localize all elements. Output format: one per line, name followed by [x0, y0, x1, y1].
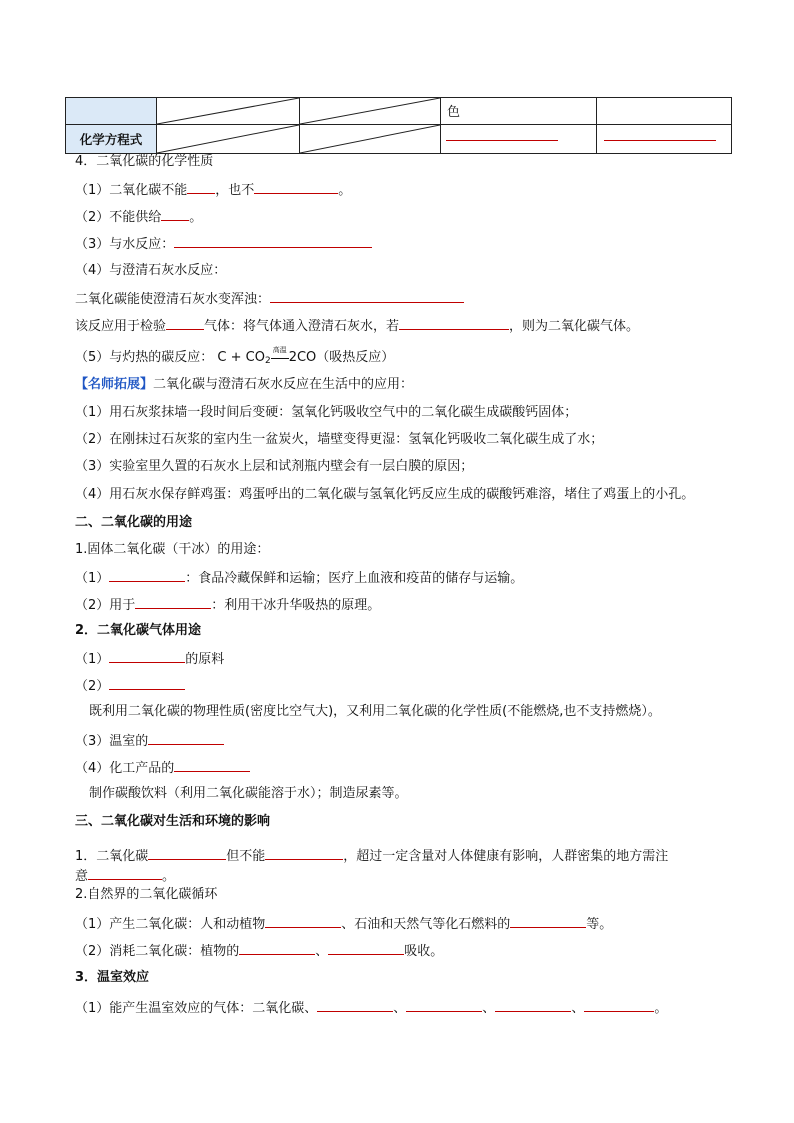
tips-item: （3）实验室里久置的石灰水上层和试剂瓶内壁会有一层白膜的原因； [75, 459, 474, 474]
question-line [75, 568, 523, 588]
table-cell-diagonal [300, 98, 441, 153]
answer-blank[interactable] [166, 316, 204, 330]
question-text: ：利用干冰升华吸热的原理。 [211, 598, 381, 613]
question-text: （3）与水反应： [75, 237, 175, 252]
answer-blank[interactable] [109, 649, 185, 663]
separator: 、 [571, 1001, 585, 1016]
equation-line [75, 346, 395, 370]
question-text: （4）化工产品的 [75, 761, 175, 776]
table-row-label-equation: 化学方程式 [79, 132, 143, 147]
tips-item: （1）用石灰浆抹墙一段时间后变硬：氢氧化钙吸收空气中的二氧化碳生成碳酸钙固体； [75, 405, 578, 420]
tips-title: 二氧化碳与澄清石灰水反应在生活中的应用： [153, 377, 414, 392]
section-title: 二、二氧化碳的用途 [75, 515, 193, 530]
answer-blank[interactable] [174, 758, 250, 772]
question-text: 的原料 [185, 652, 225, 667]
answer-blank[interactable] [88, 866, 162, 880]
answer-blank[interactable] [584, 998, 654, 1012]
table-cell [597, 98, 731, 153]
subscript: 2 [264, 356, 271, 366]
answer-blank[interactable] [254, 180, 338, 194]
answer-blank[interactable] [109, 568, 185, 582]
question-text: （2）不能供给 [75, 210, 162, 225]
answer-blank[interactable] [270, 289, 464, 303]
question-text: （1）产生二氧化碳：人和动植物 [75, 917, 266, 932]
question-text: （1）二氧化碳不能 [75, 183, 188, 198]
question-text: ，也不 [215, 183, 255, 198]
answer-blank[interactable] [604, 140, 716, 141]
answer-blank[interactable] [406, 998, 482, 1012]
answer-blank[interactable] [328, 941, 404, 955]
reaction-arrow [271, 346, 289, 368]
tips-item: （4）用石灰水保存鲜鸡蛋：鸡蛋呼出的二氧化碳与氢氧化钙反应生成的碳酸钙难溶，堵住了鸡蛋上的小孔。 [75, 487, 695, 502]
question-line [75, 595, 380, 615]
diagonal-line-icon [157, 98, 299, 153]
question-line [75, 234, 372, 254]
answer-blank[interactable] [317, 998, 393, 1012]
section-title: 三、二氧化碳对生活和环境的影响 [75, 814, 271, 829]
answer-blank[interactable] [239, 941, 315, 955]
question-line [75, 914, 612, 934]
answer-blank[interactable] [399, 316, 509, 330]
question-line [75, 649, 224, 669]
equation-text: 2CO（吸热反应） [288, 350, 395, 365]
table-header-column [66, 98, 157, 153]
question-text: 气体：将气体通入澄清石灰水，若 [204, 319, 400, 334]
subsection-title: 2．二氧化碳气体用途 [75, 623, 202, 638]
tips-bracket-label: 【名师拓展】 [75, 377, 154, 392]
answer-blank[interactable] [174, 234, 372, 248]
answer-blank[interactable] [135, 595, 211, 609]
table-row-divider [66, 124, 731, 125]
subsection-title: 1.固体二氧化碳（干冰）的用途： [75, 542, 270, 557]
answer-blank[interactable] [109, 676, 185, 690]
question-line [75, 289, 464, 309]
answer-blank[interactable] [148, 846, 226, 860]
question-text: 。 [338, 183, 352, 198]
tips-heading [75, 376, 413, 394]
question-line [75, 758, 250, 778]
question-text: 二氧化碳能使澄清石灰水变浑浊： [75, 292, 271, 307]
tips-item: （2）在刚抹过石灰浆的室内生一盆炭火，墙壁变得更湿：氢氧化钙吸收二氧化碳生成了水； [75, 432, 604, 447]
question-text: 等。 [586, 917, 613, 932]
question-line [75, 998, 667, 1018]
question-text: （3）温室的 [75, 734, 149, 749]
question-text: 、 [315, 944, 329, 959]
question-text: （2）用于 [75, 598, 136, 613]
question-text: ：食品冷藏保鲜和运输；医疗上血液和疫苗的储存与运输。 [185, 571, 524, 586]
subsection-title: 3．温室效应 [75, 970, 150, 985]
answer-blank[interactable] [187, 180, 215, 194]
question-text: 1．二氧化碳 [75, 849, 149, 864]
question-line [75, 676, 185, 696]
answer-blank[interactable] [148, 731, 224, 745]
question-text: （2）消耗二氧化碳：植物的 [75, 944, 240, 959]
table-cell [441, 98, 597, 153]
question-text: （1） [75, 652, 110, 667]
question-text: ，超过一定含量对人体健康有影响，人群密集的地方需注 [343, 849, 669, 864]
question-line [75, 846, 668, 866]
reaction-condition: 高温 [272, 346, 287, 354]
question-text: 吸收。 [404, 944, 444, 959]
separator: 。 [654, 1001, 668, 1016]
separator: 、 [393, 1001, 407, 1016]
question-line [75, 207, 202, 227]
question-text: （1）能产生温室效应的气体：二氧化碳、 [75, 1001, 318, 1016]
question-text: ，则为二氧化碳气体。 [509, 319, 640, 334]
question-text: 该反应用于检验 [75, 319, 167, 334]
question-text: 、石油和天然气等化石燃料的 [341, 917, 511, 932]
answer-blank[interactable] [495, 998, 571, 1012]
equation-text: （5）与灼热的碳反应： C + CO [75, 350, 265, 365]
note-line: 既利用二氧化碳的物理性质(密度比空气大)，又利用二氧化碳的化学性质(不能燃烧,也不支持燃烧）。 [89, 704, 661, 719]
answer-blank[interactable] [510, 914, 586, 928]
answer-blank[interactable] [446, 140, 558, 141]
table-cell-text: 色 [447, 105, 461, 120]
table-cell-diagonal [157, 98, 300, 153]
question-line [75, 180, 351, 200]
question-text: （1） [75, 571, 110, 586]
question-text: 意 [75, 869, 89, 884]
section-title: 4．二氧化碳的化学性质 [75, 154, 214, 169]
question-line [75, 941, 443, 961]
diagonal-line-icon [300, 98, 440, 153]
question-text: 。 [189, 210, 203, 225]
note-line: 制作碳酸饮料（利用二氧化碳能溶于水）；制造尿素等。 [89, 786, 408, 801]
separator: 、 [482, 1001, 496, 1016]
question-text: （2） [75, 679, 110, 694]
question-line [75, 731, 224, 751]
subsection-title: 2.自然界的二氧化碳循环 [75, 887, 218, 902]
answer-blank[interactable] [265, 914, 341, 928]
answer-blank[interactable] [265, 846, 343, 860]
answer-blank[interactable] [161, 207, 189, 221]
question-text: 。 [162, 869, 176, 884]
properties-table [65, 97, 732, 154]
question-line: （4）与澄清石灰水反应： [75, 263, 227, 278]
question-line [75, 316, 639, 336]
question-text: 但不能 [226, 849, 266, 864]
question-line [75, 866, 175, 886]
